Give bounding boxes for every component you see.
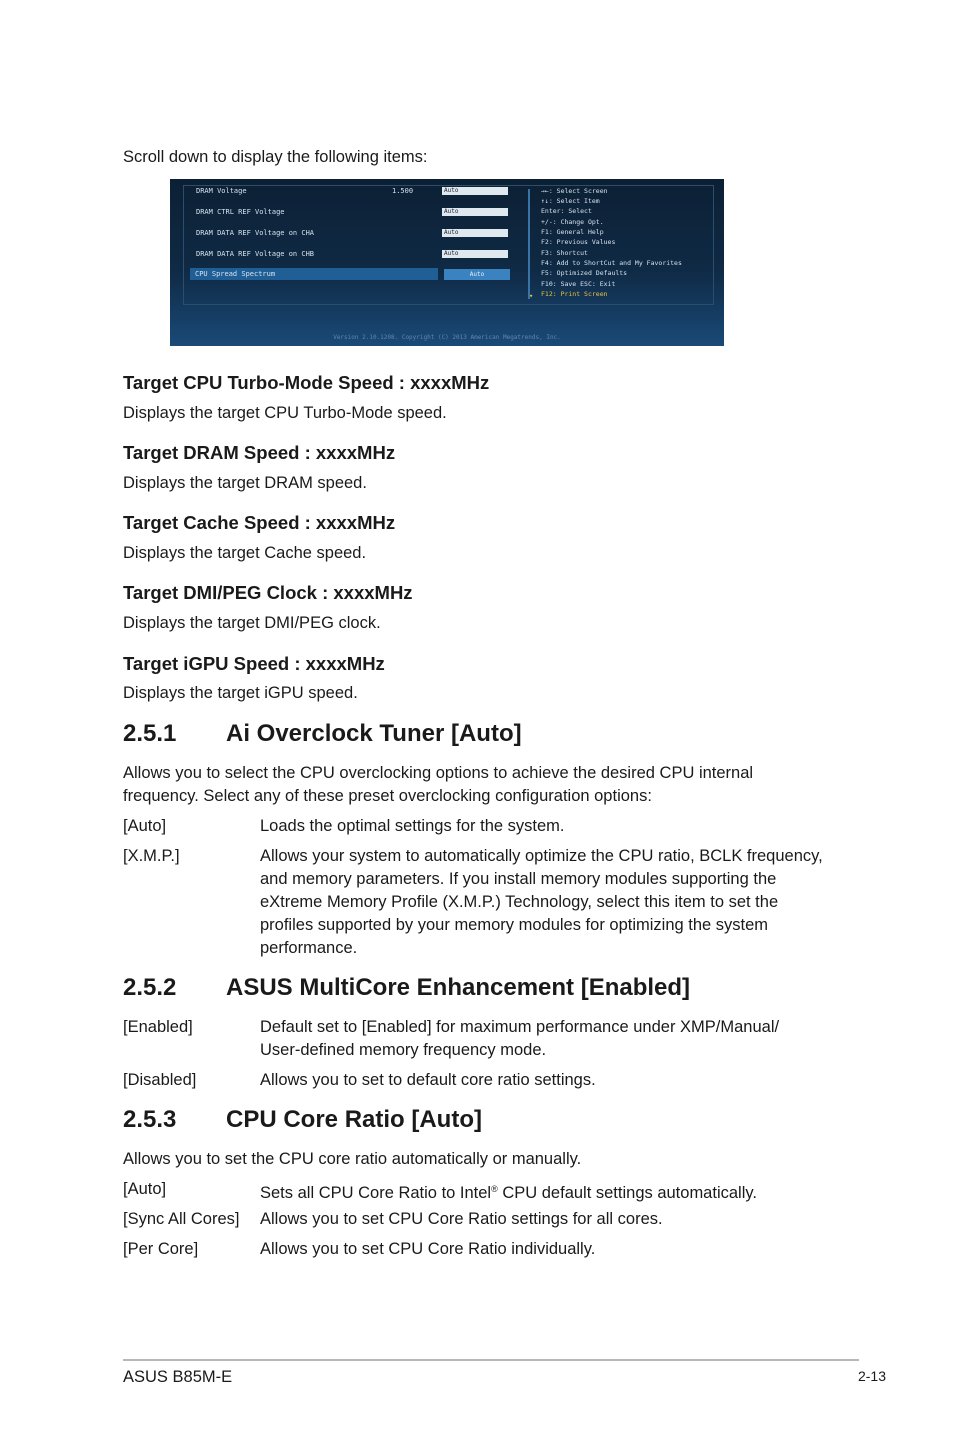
item-desc: Displays the target CPU Turbo-Mode speed. — [123, 404, 447, 422]
bios-help-line: F2: Previous Values — [541, 238, 616, 246]
option-key: [Enabled] — [123, 1018, 193, 1036]
item-title: Target DMI/PEG Clock : xxxxMHz — [123, 582, 413, 603]
bios-screenshot — [170, 179, 724, 346]
option-desc: Loads the optimal settings for the system. — [260, 817, 565, 835]
bios-highlight-value[interactable]: Auto — [444, 269, 510, 280]
section-number: 2.5.1 — [123, 720, 177, 747]
bios-help-line: Enter: Select — [541, 207, 592, 215]
option-key: [Auto] — [123, 1180, 167, 1198]
bios-divider — [528, 189, 530, 299]
bios-frame — [183, 185, 714, 305]
option-desc: Default set to [Enabled] for maximum performance under XMP/Manual/ User-defined memory frequency mode. — [260, 1018, 780, 1059]
bios-field[interactable]: Auto — [442, 208, 508, 216]
option-desc: Allows your system to automatically optimize the CPU ratio, BCLK frequency, and memory parameters. If you install memory modules supporting the eXtreme Memory Profile (X.M.P.) Technology, select this item to set the profiles supported by your memory modules for optimizing the system performance. — [260, 847, 823, 957]
section-title: Ai Overclock Tuner [Auto] — [226, 720, 522, 747]
option-desc-part: CPU default settings automatically. — [497, 1184, 757, 1202]
item-desc: Displays the target iGPU speed. — [123, 684, 358, 702]
section-intro: Allows you to set the CPU core ratio automatically or manually. — [123, 1150, 582, 1168]
bios-field[interactable]: Auto — [442, 229, 508, 237]
section-heading — [123, 974, 823, 1004]
option-desc: Allows you to set CPU Core Ratio settings for all cores. — [260, 1210, 663, 1228]
bios-field[interactable]: Auto — [442, 187, 508, 195]
option-key: [Auto] — [123, 817, 167, 835]
footer-rule — [123, 1359, 859, 1361]
bios-help-line: ↑↓: Select Item — [541, 197, 600, 205]
option-key: [Disabled] — [123, 1071, 197, 1089]
item-desc: Displays the target DMI/PEG clock. — [123, 614, 381, 632]
bios-help-line: F3: Shortcut — [541, 249, 588, 257]
footer-product: ASUS B85M-E — [123, 1368, 233, 1386]
bios-row-value: 1.500 — [392, 187, 414, 195]
bios-highlight-label: CPU Spread Spectrum — [195, 270, 276, 278]
intro-text: Scroll down to display the following items: — [123, 148, 428, 166]
bios-highlight-row[interactable] — [190, 268, 438, 280]
bios-help-line: F10: Save ESC: Exit — [541, 280, 616, 288]
section-heading — [123, 720, 823, 750]
section-title: ASUS MultiCore Enhancement [Enabled] — [226, 974, 691, 1001]
item-desc: Displays the target Cache speed. — [123, 544, 367, 562]
option-desc: Allows you to set to default core ratio settings. — [260, 1071, 596, 1089]
bios-help-line: F5: Optimized Defaults — [541, 269, 628, 277]
section-number: 2.5.3 — [123, 1106, 177, 1133]
bios-help-line: →←: Select Screen — [541, 187, 608, 195]
section-intro: Allows you to select the CPU overclocking options to achieve the desired CPU internal frequency. Select any of these preset overclocking configuration options: — [123, 764, 754, 805]
item-desc: Displays the target DRAM speed. — [123, 474, 367, 492]
option-desc: Allows you to set CPU Core Ratio individually. — [260, 1240, 596, 1258]
bios-help-line: F1: General Help — [541, 228, 604, 236]
bios-row-label: DRAM DATA REF Voltage on CHA — [196, 229, 315, 237]
option-desc — [260, 1178, 835, 1205]
item-title: Target Cache Speed : xxxxMHz — [123, 512, 396, 533]
bios-version: Version 2.10.1208. Copyright (C) 2013 American Megatrends, Inc. — [333, 334, 561, 341]
bios-help-line: F12: Print Screen — [541, 290, 608, 298]
bios-help-line: F4: Add to ShortCut and My Favorites — [541, 259, 682, 267]
item-title: Target DRAM Speed : xxxxMHz — [123, 442, 396, 463]
scroll-down-icon: ▾ — [529, 292, 534, 300]
option-key: [Sync All Cores] — [123, 1210, 240, 1228]
bios-row-label: DRAM CTRL REF Voltage — [196, 208, 285, 216]
item-title: Target iGPU Speed : xxxxMHz — [123, 653, 385, 674]
bios-field[interactable]: Auto — [442, 250, 508, 258]
bios-row-label: DRAM Voltage — [196, 187, 247, 195]
option-key: [Per Core] — [123, 1240, 199, 1258]
section-heading — [123, 1106, 823, 1136]
section-number: 2.5.2 — [123, 974, 177, 1001]
section-title: CPU Core Ratio [Auto] — [226, 1106, 482, 1133]
bios-help-line: +/-: Change Opt. — [541, 218, 604, 226]
option-key: [X.M.P.] — [123, 847, 180, 865]
option-desc-part: Sets all CPU Core Ratio to Intel — [260, 1184, 492, 1202]
item-title: Target CPU Turbo-Mode Speed : xxxxMHz — [123, 372, 490, 393]
registered-mark: ® — [491, 1184, 498, 1194]
bios-row-label: DRAM DATA REF Voltage on CHB — [196, 250, 315, 258]
page-number: 2-13 — [857, 1368, 886, 1384]
